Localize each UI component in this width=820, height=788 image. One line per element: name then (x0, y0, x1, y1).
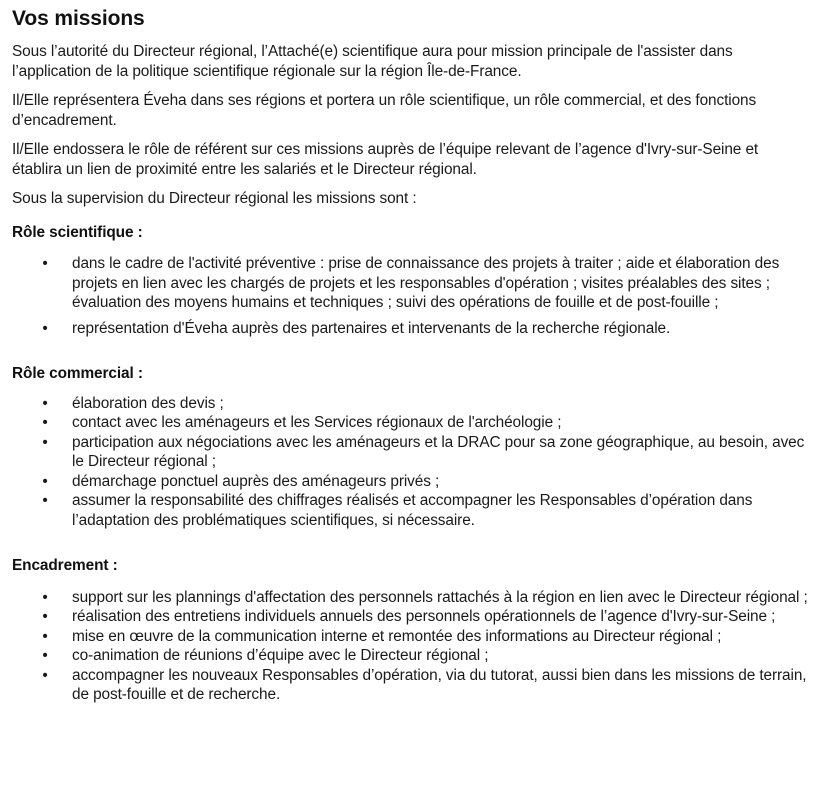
list-item-text: démarchage ponctuel auprès des aménageurs privés ; (72, 472, 440, 490)
bullet-list (12, 394, 808, 531)
bullet-icon: • (42, 414, 48, 431)
intro-paragraph: Il/Elle endossera le rôle de référent sur ces missions auprès de l’équipe relevant de l’agence d'Ivry-sur-Seine et établira un lien de proximité entre les salariés et le Directeur régional. (12, 141, 759, 178)
section-role-commercial (12, 364, 808, 530)
bullet-icon: • (42, 627, 48, 645)
list-item-text: réalisation des entretiens individuels annuels des personnels opérationnels de l’agence d'Ivry-sur-Seine ; (72, 608, 776, 625)
bullet-icon: • (42, 319, 48, 337)
list-item-text: participation aux négociations avec les aménageurs et la DRAC pour sa zone géographique, au besoin, avec le Directeur régional ; (72, 433, 805, 470)
page-title: Vos missions (12, 7, 145, 30)
bullet-icon: • (42, 394, 48, 412)
list-item (12, 433, 808, 472)
list-item-text: contact avec les aménageurs et les Services régionaux de l'archéologie ; (72, 414, 562, 431)
list-item (12, 491, 808, 530)
bullet-icon: • (42, 433, 48, 451)
list-item-text: accompagner les nouveaux Responsables d’opération, via du tutorat, aussi bien dans les missions de terrain, de post-fouille et de recherche. (72, 666, 807, 703)
list-item (12, 607, 808, 627)
intro-paragraph: Il/Elle représentera Éveha dans ses régions et portera un rôle scientifique, un rôle commercial, et des fonctions d’encadrement. (12, 92, 757, 129)
bullet-icon: • (42, 472, 48, 490)
section-heading: Rôle scientifique : (12, 223, 143, 241)
bullet-icon: • (42, 608, 48, 625)
list-item-text: dans le cadre de l'activité préventive : prise de connaissance des projets à traiter ; aide et élaboration des projets en lien avec les chargés de projets et les responsables d'opération ; visites préalables des sites ; évaluation des moyens humains et techniques ; suivi des opérations de fouille et de post-fouille ; (72, 255, 780, 311)
list-item (12, 472, 808, 492)
list-item-text: support sur les plannings d'affectation des personnels rattachés à la région en lien avec le Directeur régional ; (72, 588, 808, 606)
bullet-list (12, 254, 808, 338)
list-item-text: assumer la responsabilité des chiffrages réalisés et accompagner les Responsables d’opération dans l’adaptation des problématiques scientifiques, si nécessaire. (72, 492, 753, 529)
list-item (12, 646, 808, 666)
bullet-icon: • (42, 666, 48, 684)
section-role-scientifique (12, 223, 808, 339)
list-item (12, 319, 808, 339)
intro-paragraph: Sous la supervision du Directeur régional les missions sont : (12, 190, 417, 207)
list-item (12, 254, 808, 313)
section-heading: Rôle commercial : (12, 365, 143, 382)
bullet-icon: • (42, 647, 48, 664)
list-item-text: représentation d'Éveha auprès des partenaires et intervenants de la recherche régionale. (72, 319, 671, 337)
bullet-icon: • (42, 588, 48, 606)
list-item (12, 666, 808, 705)
section-encadrement (12, 556, 808, 705)
section-heading: Encadrement : (12, 557, 118, 574)
list-item (12, 413, 808, 433)
intro-paragraph: Sous l’autorité du Directeur régional, l’Attaché(e) scientifique aura pour mission principale de l'assister dans l’application de la politique scientifique régionale sur la région Île-de-France. (12, 43, 733, 80)
list-item-text: co-animation de réunions d’équipe avec le Directeur régional ; (72, 647, 489, 664)
list-item (12, 627, 808, 647)
bullet-icon: • (42, 492, 48, 509)
list-item-text: mise en œuvre de la communication interne et remontée des informations au Directeur régional ; (72, 627, 722, 645)
list-item-text: élaboration des devis ; (72, 394, 224, 412)
bullet-icon: • (42, 255, 48, 272)
bullet-list (12, 588, 808, 705)
list-item (12, 394, 808, 414)
list-item (12, 588, 808, 608)
